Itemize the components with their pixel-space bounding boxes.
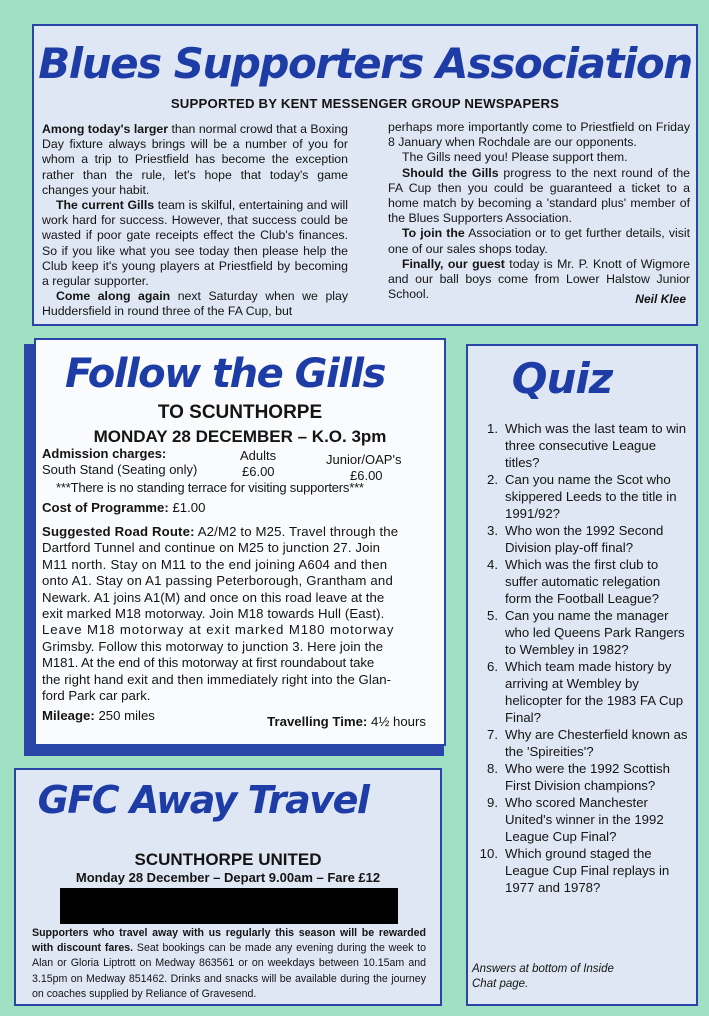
bsa-panel <box>32 24 698 326</box>
quiz-question: 9. Who scored Manchester United's winner in the 1992 League Cup Final? <box>487 795 664 844</box>
follow-destination: TO SCUNTHORPE <box>157 402 323 423</box>
stand-label: South Stand (Seating only) <box>42 462 198 477</box>
follow-panel <box>34 338 446 746</box>
bsa-subtitle: SUPPORTED BY KENT MESSENGER GROUP NEWSPAPERS <box>170 96 560 111</box>
no-standing-note: ***There is no standing terrace for visiting supporters*** <box>56 480 364 495</box>
programme-cost: Cost of Programme: £1.00 <box>42 500 206 515</box>
redacted-bar <box>60 888 398 924</box>
quiz-question: 10. Which ground staged the League Cup Final replays in 1977 and 1978? <box>479 846 670 895</box>
away-text: Supporters who travel away with us regularly this season will be rewarded with discount fares. Seat bookings can be made any evening during the week to Alan or Gloria Liptrott on Medway 863561 or on weekdays between 10.15am and 3.15pm on Medway 851462. Drinks and snacks will be available during the journey on coaches supplied by Reliance of Gravesend. <box>32 927 426 1000</box>
away-title: GFC Away Travel <box>37 778 369 822</box>
bsa-paragraph: perhaps more importantly come to Priestfield on Friday 8 January when Rochdale are our opponents. <box>388 120 690 150</box>
mileage: Mileage: 250 miles <box>42 708 155 723</box>
admission-label: Admission charges: <box>42 446 167 461</box>
away-opponent: SCUNTHORPE UNITED <box>134 850 322 869</box>
quiz-questions <box>476 420 688 896</box>
junior-price: £6.00 <box>350 468 383 483</box>
bsa-paragraph: The Gills need you! Please support them. <box>402 150 628 165</box>
adults-label: Adults <box>240 448 277 463</box>
bsa-paragraph: Among today's larger than normal crowd that a Boxing Day fixture always brings will be a number of you for whom a trip to Priestfield has become the exception rather than the rule, let's hope that today's game changes your habit. <box>42 122 348 197</box>
travelling-time: Travelling Time: 4½ hours <box>267 714 426 729</box>
quiz-question: 5. Can you name the manager who led Queens Park Rangers to Wembley in 1982? <box>487 608 685 657</box>
follow-title: Follow the Gills <box>65 351 385 397</box>
quiz-question: 8. Who were the 1992 Scottish First Division champions? <box>487 761 670 793</box>
quiz-question: 7. Why are Chesterfield known as the 'Spireities'? <box>487 727 688 759</box>
adult-price: £6.00 <box>242 464 275 479</box>
away-panel <box>14 768 442 1006</box>
bsa-paragraph: Come along again next Saturday when we play Huddersfield in round three of the FA Cup, but <box>42 289 348 319</box>
quiz-question: 6. Which team made history by arriving at Wembley by helicopter for the 1983 FA Cup Final? <box>487 659 684 725</box>
quiz-title: Quiz <box>511 354 613 403</box>
bsa-paragraph: The current Gills team is skilful, entertaining and will work hard for success. However, that success could be wasted if poor gate receipts effect the Club's finances. So if you like what you see today then please help the Club keep it's young players at Priestfield by becoming a regular supporter. <box>42 198 348 289</box>
bsa-paragraph: Should the Gills progress to the next round of the FA Cup then you could be guaranteed a ticket to a home match by becoming a 'standard plus' member of the Blues Supporters Association. <box>388 165 690 226</box>
bsa-title: Blues Supporters Association <box>38 39 692 88</box>
bsa-right-column <box>388 120 690 302</box>
bsa-left-column <box>42 122 348 320</box>
quiz-answers-note: Answers at bottom of Inside Chat page. <box>472 963 614 990</box>
bsa-paragraph: Finally, our guest today is Mr. P. Knott of Wigmore and our ball boys come from Lower Halstow Junior School. <box>388 256 690 302</box>
quiz-question: 1. Which was the last team to win three consecutive League titles? <box>487 421 687 470</box>
bsa-signature: Neil Klee <box>635 292 686 306</box>
follow-date: MONDAY 28 DECEMBER – K.O. 3pm <box>93 427 387 446</box>
road-route: Suggested Road Route: A2/M2 to M25. Travel through the Dartford Tunnel and continue on M25 to junction 27. Join M11 north. Stay on M11 to the end joining A604 and then onto A1. Stay on A1 passing Peterborough, Grantham and Newark. A1 joins A1(M) and once on this road leave at the exit marked M18 motorway. Join M18 towards Hull (East). Leave M18 motorway at exit marked M180 motorway Grimsby. Follow this motorway to junction 3. Here join the M181. At the end of this motorway at first roundabout take the right hand exit and then immediately right into the Glan- ford Park car park. <box>42 524 399 704</box>
away-details: Monday 28 December – Depart 9.00am – Fare £12 <box>75 870 381 885</box>
quiz-question: 4. Which was the first club to suffer automatic relegation form the Football League? <box>487 557 661 606</box>
junior-label: Junior/OAP's <box>326 452 402 467</box>
bsa-paragraph: To join the Association or to get further details, visit one of our sales shops today. <box>388 226 690 256</box>
quiz-question: 2. Can you name the Scot who skippered Leeds to the title in 1991/92? <box>487 472 677 521</box>
quiz-question: 3. Who won the 1992 Second Division play-off final? <box>487 523 664 555</box>
